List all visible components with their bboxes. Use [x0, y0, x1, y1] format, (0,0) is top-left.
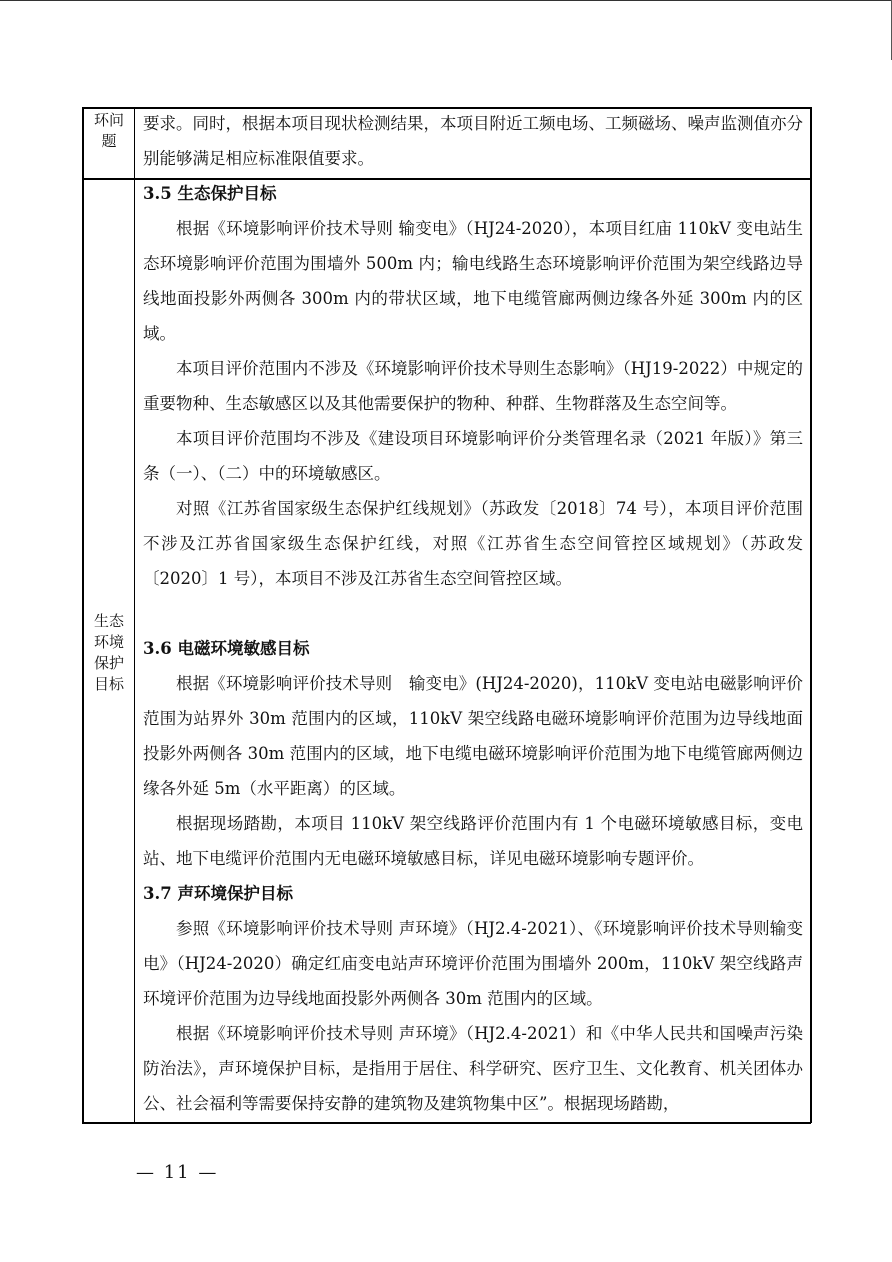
top-row-label: 环问 题: [93, 111, 124, 150]
top-row-text: [143, 106, 803, 176]
body-paragraph: 对照《江苏省国家级生态保护红线规划》（苏政发〔2018〕74 号），本项目评价范围不涉及江苏省国家级生态保护红线，对照《江苏省生态空间管控区域规划》（苏政发〔2020〕1 号），本项目不涉及江苏省生态空间管控区域。: [143, 499, 803, 588]
table-bottom-border: [82, 1122, 811, 1124]
table-right-border: [810, 107, 812, 1123]
main-row-label: 生态 环境 保护 目标: [93, 612, 124, 693]
body-paragraph: 本项目评价范围均不涉及《建设项目环境影响评价分类管理名录（2021 年版）》第三条（一）、（二）中的环境敏感区。: [143, 429, 803, 483]
body-paragraph: 根据《环境影响评价技术导则 声环境》（HJ2.4-2021）和《中华人民共和国噪声污染防治法》，声环境保护目标，是指用于居住、科学研究、医疗卫生、文化教育、机关团体办公、社会福利等需要保持安静的建筑物及建筑物集中区”。根据现场踏勘，: [143, 1024, 803, 1113]
body-paragraph: 参照《环境影响评价技术导则 声环境》（HJ2.4-2021）、《环境影响评价技术导则输变电》（HJ24-2020）确定红庙变电站声环境评价范围为围墙外 200m，110kV 架空线路声环境评价范围为边导线地面投影外两侧各 30m 范围内的区域。: [143, 919, 803, 1008]
page-top-rule: [0, 0, 892, 1]
top-row-paragraph: 要求。同时，根据本项目现状检测结果，本项目附近工频电场、工频磁场、噪声监测值亦分别能够满足相应标准限值要求。: [143, 114, 803, 168]
body-paragraph: 根据《环境影响评价技术导则 输变电》（HJ24-2020），本项目红庙 110kV 变电站生态环境影响评价范围为围墙外 500m 内；输电线路生态环境影响评价范围为架空线路边导线地面投影外两侧各 300m 内的带状区域，地下电缆管廊两侧边缘各外延 300m 内的区域。: [143, 219, 803, 343]
section-heading: 3.7 声环境保护目标: [143, 884, 293, 903]
section-heading: 3.6 电磁环境敏感目标: [143, 639, 310, 658]
body-paragraph: 根据《环境影响评价技术导则 输变电》(HJ24-2020)，110kV 变电站电磁影响评价范围为站界外 30m 范围内的区域，110kV 架空线路电磁环境影响评价范围为边导线地面投影外两侧各 30m 范围内的区域，地下电缆电磁环境影响评价范围为地下电缆管廊两侧边缘各外延 5m（水平距离）的区域。: [143, 674, 803, 798]
section-heading: 3.5 生态保护目标: [143, 184, 277, 203]
column-divider: [134, 107, 135, 1123]
main-row-content: [143, 176, 803, 1121]
page-number: — 11 —: [136, 1162, 219, 1183]
body-paragraph: 本项目评价范围内不涉及《环境影响评价技术导则生态影响》（HJ19-2022）中规定的重要物种、生态敏感区以及其他需要保护的物种、种群、生物群落及生态空间等。: [143, 359, 803, 413]
body-paragraph: 根据现场踏勘，本项目 110kV 架空线路评价范围内有 1 个电磁环境敏感目标，变电站、地下电缆评价范围内无电磁环境敏感目标，详见电磁环境影响专题评价。: [143, 814, 803, 868]
